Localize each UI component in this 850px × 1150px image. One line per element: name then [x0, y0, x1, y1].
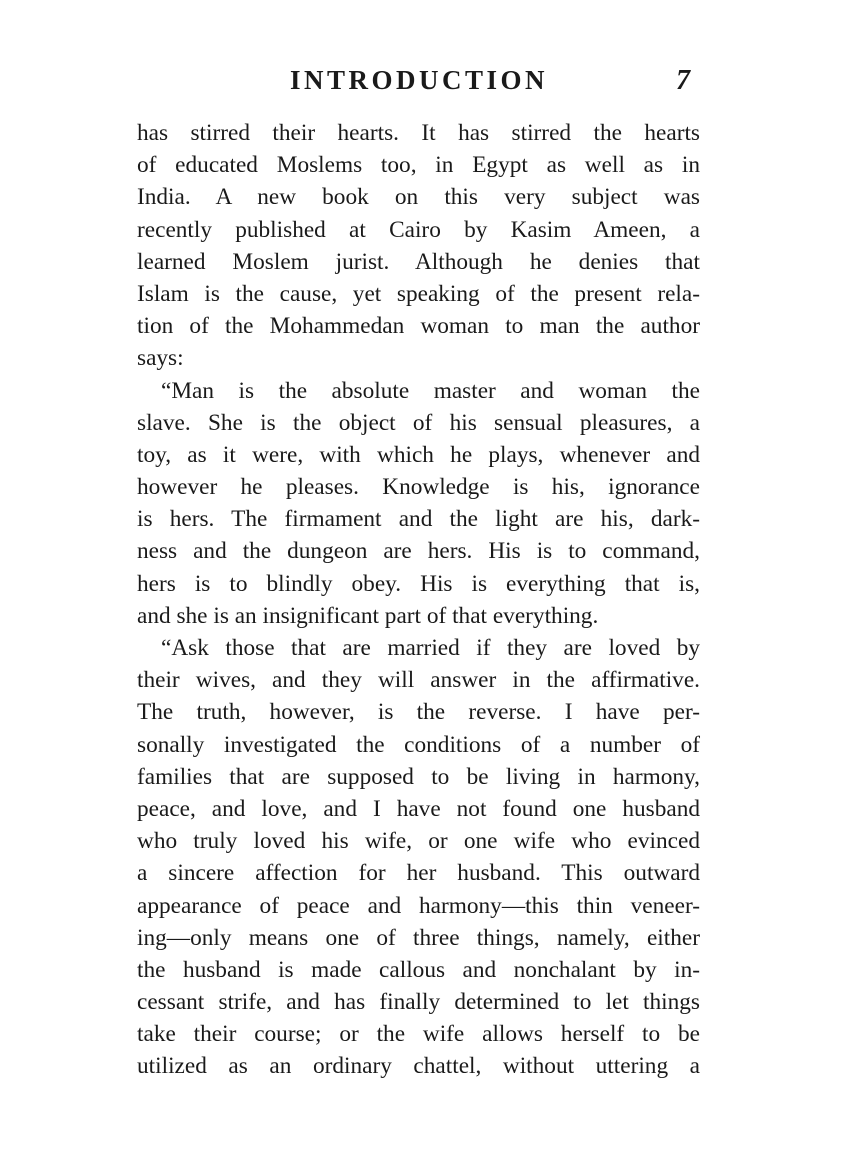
text-line: their wives, and they will answer in the affirmative.	[137, 667, 700, 694]
text-line: learned Moslem jurist. Although he denies that	[137, 248, 700, 275]
text-line: appearance of peace and harmony—this thin veneer-	[137, 892, 700, 919]
text-line: The truth, however, is the reverse. I have per-	[137, 699, 700, 726]
text-line: peace, and love, and I have not found one husband	[137, 795, 700, 822]
text-line: toy, as it were, with which he plays, whenever and	[137, 441, 700, 468]
text-line: India. A new book on this very subject was	[137, 184, 700, 211]
text-line: a sincere affection for her husband. This outward	[137, 860, 700, 887]
text-line: “Man is the absolute master and woman the	[161, 377, 700, 404]
running-head	[138, 62, 700, 102]
page-number: 7	[676, 65, 690, 96]
text-line: ing—only means one of three things, namely, either	[137, 924, 700, 951]
text-line: “Ask those that are married if they are loved by	[161, 635, 700, 661]
text-line: recently published at Cairo by Kasim Ameen, a	[137, 216, 700, 243]
text-line: and she is an insignificant part of that everything.	[137, 602, 599, 629]
text-line: slave. She is the object of his sensual pleasures, a	[137, 409, 700, 436]
text-line: sonally investigated the conditions of a number of	[137, 731, 700, 758]
text-line: hers is to blindly obey. His is everything that is,	[137, 570, 700, 597]
text-line: families that are supposed to be living in harmony,	[137, 763, 700, 790]
body-text	[137, 117, 700, 1083]
text-line: cessant strife, and has finally determined to let things	[137, 989, 700, 1016]
text-line: ness and the dungeon are hers. His is to command,	[137, 538, 700, 565]
text-line: says:	[137, 345, 184, 372]
text-line: is hers. The firmament and the light are his, dark-	[137, 506, 700, 533]
text-line: of educated Moslems too, in Egypt as well as in	[137, 152, 700, 179]
text-line: the husband is made callous and nonchalant by in-	[137, 956, 700, 983]
running-title: INTRODUCTION	[289, 65, 549, 95]
text-line: however he pleases. Knowledge is his, ignorance	[137, 474, 700, 501]
text-line: who truly loved his wife, or one wife who evinced	[137, 828, 700, 855]
text-line: take their course; or the wife allows herself to be	[137, 1021, 700, 1048]
text-line: has stirred their hearts. It has stirred the hearts	[137, 120, 700, 146]
text-line: utilized as an ordinary chattel, without uttering a	[137, 1053, 700, 1080]
text-line: tion of the Mohammedan woman to man the author	[137, 313, 700, 340]
text-line: Islam is the cause, yet speaking of the present rela-	[137, 280, 700, 307]
